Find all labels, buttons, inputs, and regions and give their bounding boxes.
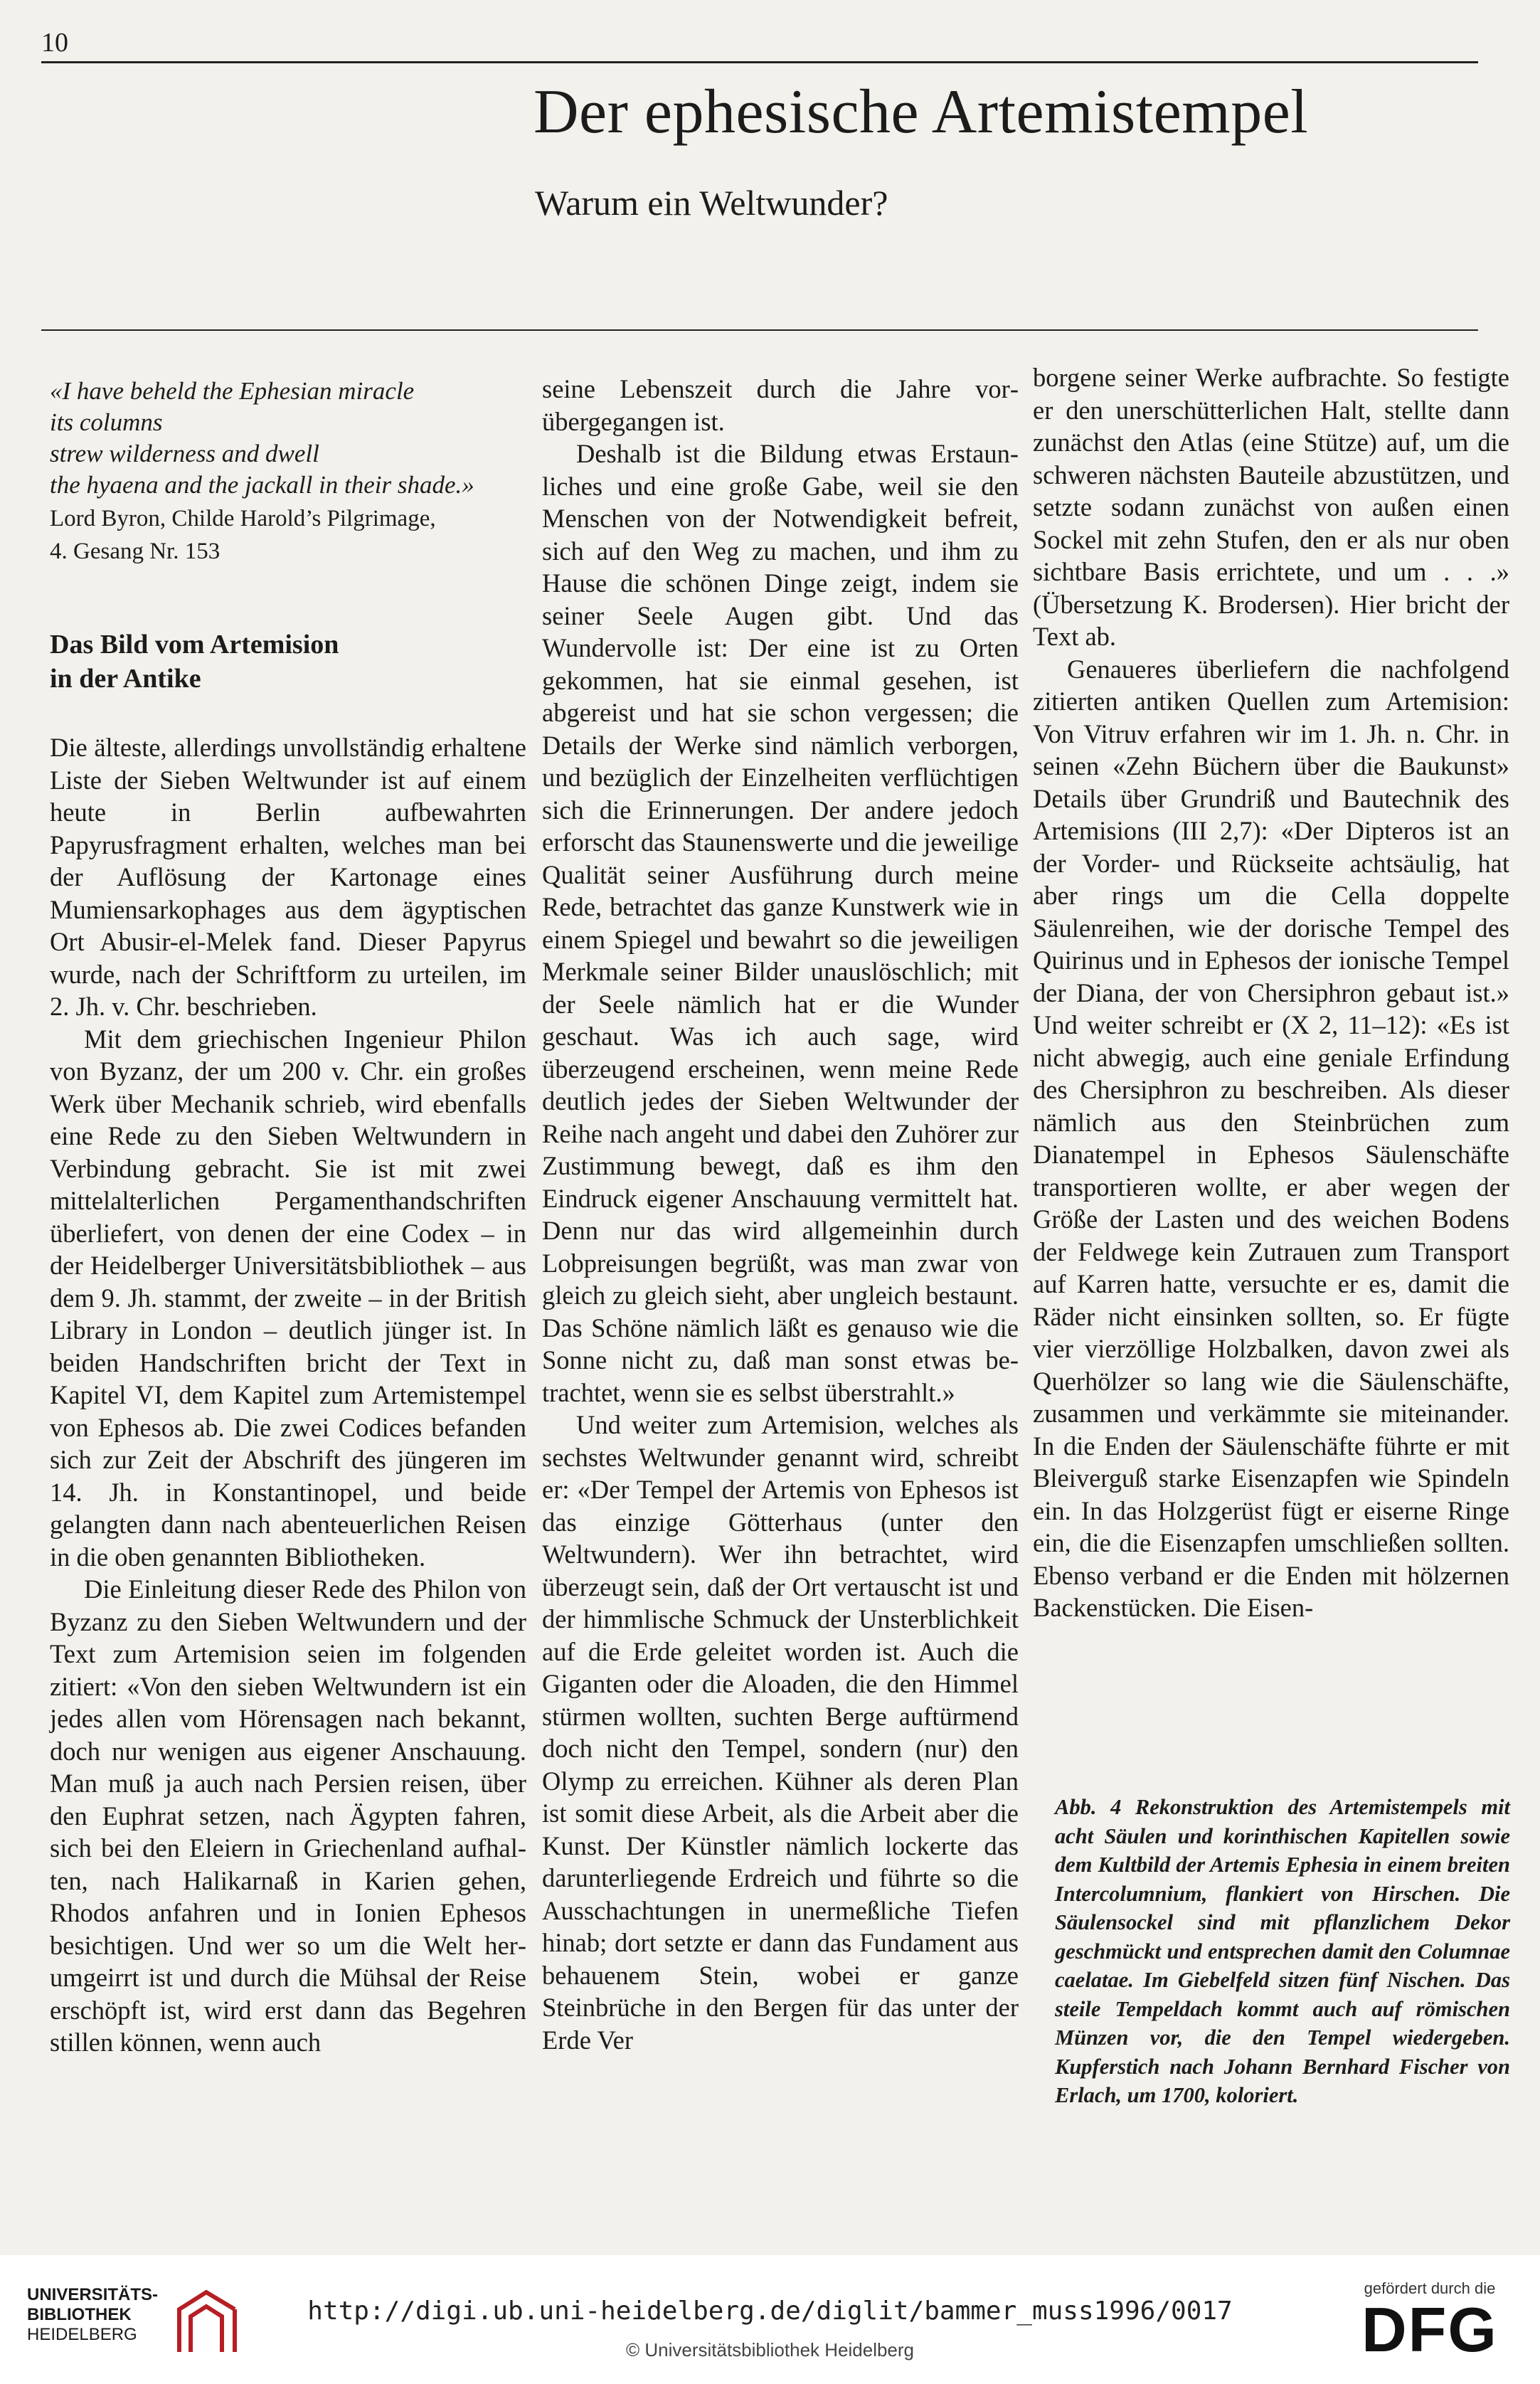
library-logo-line: BIBLIOTHEK (27, 2305, 132, 2324)
top-rule (41, 61, 1478, 63)
paragraph: Deshalb ist die Bildung etwas Erstaunliches und eine große Gabe, weil sie den Menschen von der Notwendigkeit befreit, sich auf den Weg zu machen, und ihm zu Hause die schönen Dinge zeigt, indem sie seiner Seele Augen gibt. Und das Wundervolle ist: Der eine ist zu Orten gekommen, hat sie einmal gesehen, ist abgereist und hat sie schon vergessen; die Details der Werke sind nämlich verborgen, und bezüglich der Einzelheiten verflüchtigen sich die Erinnerungen. Der andere jedoch erforscht das Staunenswerte und die jeweilige Qualität seiner Ausführung durch meine Rede, betrachtet das ganze Kunstwerk wie in einem Spiegel und bewahrt so die jeweiligen Merkmale seiner Bilder unauslöschlich; mit der Seele nämlich hat er die Wunder geschaut. Was ich auch sage, wird überzeugend erscheinen, wenn meine Rede deutlich jedes der Sieben Weltwunder der Reihe nach angeht und dabei den Zuhörer zur Zustimmung bewegt, daß es ihm den Eindruck eigener Anschauung vermittelt hat. Denn nur das wird allgemeinhin durch Lobpreisungen begrüßt, was man zwar von gleich zu gleich sieht, aber ungleich bestaunt. Das Schöne nämlich läßt es genauso wie die Sonne nicht zu, daß man sonst etwas betrachtet, wenn sie es selbst überstrahlt.» (542, 439, 1019, 1407)
article-title: Der ephesische Artemistempel (533, 78, 1309, 147)
paragraph: Die älteste, allerdings unvollständig erhaltene Liste der Sieben Weltwunder ist auf einem heute in Berlin aufbewahrten Papyrusfragment erhalten, welches man bei der Auflösung der Kartonage eines Mumiensarkophages aus dem ägyptischen Ort Abusir-el-Melek fand. Dieser Papyrus wurde, nach der Schriftform zu urteilen, im 2. Jh. v. Chr. beschrieben. (50, 733, 526, 1021)
text-column-1 (50, 376, 526, 2059)
paragraph: Mit dem griechischen Ingenieur Philon von Byzanz, der um 200 v. Chr. ein großes Werk über Mechanik schrieb, wird ebenfalls eine Rede zu den Sieben Weltwundern in Verbindung gebracht. Sie ist mit zwei mittelalterlichen Pergamenthandschriften überliefert, von denen der eine Codex – in der Heidelberger Universitätsbibliothek – aus dem 9. Jh. stammt, der zweite – in der British Library in London – deutlich jünger ist. In beiden Handschriften bricht der Text in Kapitel VI, dem Kapitel zum Artemistempel von Ephesos ab. Die zwei Codices befanden sich zur Zeit der Abschrift des jüngeren im 14. Jh. in Konstantinopel, und beide gelangten dann nach abenteuerlichen Reisen in die oben genannten Bibliotheken. (50, 1024, 526, 1572)
text-column-3 (1033, 361, 1509, 1624)
section-heading-line: Das Bild vom Artemision (50, 630, 339, 659)
section-heading (50, 627, 526, 696)
paragraph: seine Lebenszeit durch die Jahre vorübergegangen ist. (542, 374, 1019, 436)
permalink-url[interactable]: http://digi.ub.uni-heidelberg.de/diglit/bammer_muss1996/0017 (307, 2296, 1233, 2326)
funding-label: gefördert durch die (1364, 2279, 1496, 2297)
library-logo-line: HEIDELBERG (27, 2325, 137, 2344)
paragraph: Genaueres überliefern die nachfolgend zitierten antiken Quellen zum Artemision: Von Vitruv erfahren wir im 1. Jh. n. Chr. in seinen «Zehn Büchern über die Baukunst» Details über Grundriß und Bautechnik des Artemisions (III 2,7): «Der Dipteros ist an der Vorder- und Rückseite achtsäulig, hat aber rings um die Cella doppelte Säulenreihen, wie der dorische Tempel des Quirinus und in Ephesos der ionische Tempel der Diana, der von Chersiphron gebaut ist.» Und weiter schreibt er (X 2, 11–12): «Es ist nicht abwegig, auch eine geniale Erfindung des Chersiphron zu beschreiben. Als dieser nämlich aus den Steinbrüchen zum Dianatempel in Ephesos Säulenschäfte transportieren wollte, er aber wegen der Größe der Lasten und des weichen Bodens der Feldwege kein Zutrauen zum Transport auf Karren hatte, versuchte er es, damit die Räder nicht einsinken sollten, so. Er fügte vier vierzöllige Holzbalken, davon zwei als Querhölzer so lang wie die Säulenschäfte, zusammen und verkämmte sie miteinander. In die Enden der Säulenschäfte führte er mit Bleiverguß starke Eisenzapfen wie Spindeln ein. In das Holzgerüst fügt er eiserne Ringe ein, die die Eisenzapfen umschließen sollten. Ebenso verband er die Enden mit hölzernen Backenstücken. Die Eisen- (1033, 654, 1509, 1622)
epigraph-line: strew wilderness and dwell (50, 440, 319, 467)
digitization-footer (0, 2255, 1540, 2384)
paragraph: Die Einleitung dieser Rede des Philon von Byzanz zu den Sieben Weltwundern und der Text zum Artemision seien im folgenden zitiert: «Von den sieben Weltwundern ist ein jedes allen vom Hörensagen nach bekannt, doch nur wenigen aus eigener Anschauung. Man muß ja auch nach Persien reisen, über den Euphrat setzen, nach Ägypten fahren, sich bei den Eleiern in Griechenland aufhalten, nach Halikarnaß in Karien gehen, Rhodos anfahren und in Ionien Ephesos besichtigen. Und wer so um die Welt herumgeirrt ist und durch die Mühsal der Reise erschöpft ist, wird erst dann das Begehren stillen können, wenn auch (50, 1574, 526, 2057)
article-subtitle: Warum ein Weltwunder? (535, 183, 888, 223)
epigraph-source-line: Lord Byron, Childe Harold’s Pilgrimage, (50, 506, 436, 531)
figure-caption: Abb. 4 Rekonstruktion des Artemistempels mit acht Säulen und korinthischen Kapitellen sowie dem Kultbild der Artemis Ephesia in einem breiten Intercolumnium, flankiert von Hirschen. Die Säulensockel sind mit pflanzlichem Dekor geschmückt und entsprechen damit den Columnae caelatae. Im Giebelfeld sitzen fünf Nischen. Das steile Tempeldach kommt auch auf römischen Münzen vor, die den Tempel wiedergeben. Kupferstich nach Johann Bernhard Fischer von Erlach, um 1700, koloriert. (1055, 1795, 1510, 2107)
header-bottom-rule (41, 329, 1478, 331)
epigraph-line: «I have beheld the Ephesian miracle (50, 377, 415, 405)
paragraph: borgene seiner Werke aufbrachte. So festigte er den unerschütterlichen Halt, stellte dann zunächst den Atlas (eine Stütze) auf, um die schweren nächsten Bauteile abzustützen, und setzte sodann zunächst von außen einen Sockel mit zehn Stufen, den er als nur oben sichtbare Basis errichtete, und um . . .» (Übersetzung K. Brodersen). Hier bricht der Text ab. (1033, 363, 1509, 651)
copyright-notice: © Universitätsbibliothek Heidelberg (625, 2339, 915, 2361)
epigraph-line: the hyaena and the jackall in their shade.» (50, 471, 474, 499)
section-heading-line: in der Antike (50, 664, 201, 694)
epigraph-source-line: 4. Gesang Nr. 153 (50, 539, 221, 564)
text-column-2 (542, 373, 1019, 2056)
epigraph (50, 376, 526, 566)
paragraph: Und weiter zum Artemision, welches als sechstes Weltwunder genannt wird, schreibt er: «Der Tempel der Artemis von Ephesos ist das einzige Götterhaus (unter den Weltwundern). Wer ihn betrachtet, wird überzeugt sein, daß der Ort vertauscht ist und der himmlische Schmuck der Unsterblichkeit auf die Erde geleitet worden ist. Auch die Giganten oder die Aloaden, die den Himmel stürmen wollten, suchten Berge auftürmend doch nicht den Tempel, sondern (nur) den Olymp zu erreichen. Kühner als deren Plan ist somit diese Arbeit, als die Arbeit aber die Kunst. Der Künstler nämlich lockerte das darunterliegende Erdreich und führte so die Ausschachtungen in unermeßliche Tiefen hinab; dort setzte er dann das Fundament aus behauenem Stein, wobei er ganze Steinbrüche in den Bergen für das unter der Erde Ver (542, 1410, 1019, 2055)
page-number: 10 (41, 28, 68, 58)
epigraph-line: its columns (50, 408, 163, 436)
dfg-logo: DFG (1361, 2294, 1498, 2365)
funding-logo (1348, 2279, 1512, 2365)
library-logo-line: UNIVERSITÄTS- (27, 2285, 159, 2304)
